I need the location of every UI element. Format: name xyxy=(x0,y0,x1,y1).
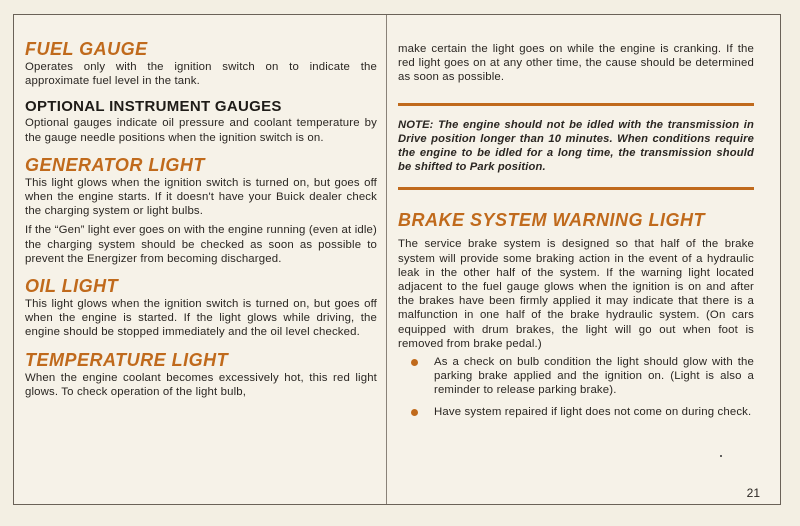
brake-bullet-list xyxy=(398,355,754,419)
brake-warning-heading: BRAKE SYSTEM WARNING LIGHT xyxy=(398,210,706,231)
note-text: NOTE: The engine should not be idled with the transmission in Drive position longer than 10 minutes. When conditions require the engine to be idled for a long time, the transmission should be shifted to Park position. xyxy=(398,118,754,174)
optional-gauges-text: Optional gauges indicate oil pressure and coolant temperature by the gauge needle positions when the ignition switch is on. xyxy=(25,117,377,144)
oil-light-heading: OIL LIGHT xyxy=(25,276,119,297)
generator-light-text-1: This light glows when the ignition switch is turned on, but goes off when the engine starts. If it doesn't have your Buick dealer check the charging system or light bulbs. xyxy=(25,176,377,218)
column-divider xyxy=(386,15,387,504)
temperature-light-continued: make certain the light goes on while the engine is cranking. If the red light goes on at any other time, the cause should be determined as soon as possible. xyxy=(398,43,754,84)
list-item xyxy=(398,405,754,419)
page-number: 21 xyxy=(746,486,760,500)
generator-light-heading: GENERATOR LIGHT xyxy=(25,154,205,175)
bullet-icon xyxy=(411,359,418,366)
temperature-light-heading: TEMPERATURE LIGHT xyxy=(25,349,229,370)
bullet-text: Have system repaired if light does not come on during check. xyxy=(434,405,752,418)
bullet-icon xyxy=(411,409,418,416)
print-speck xyxy=(720,455,722,457)
left-column xyxy=(25,39,377,399)
generator-light-text-2: If the “Gen” light ever goes on with the engine running (even at idle) the charging system should be checked as soon as possible to prevent the Energizer from becoming discharged. xyxy=(25,224,377,265)
optional-gauges-heading: OPTIONAL INSTRUMENT GAUGES xyxy=(25,98,282,116)
fuel-gauge-text: Operates only with the ignition switch on to indicate the approximate fuel level in the tank. xyxy=(25,61,377,88)
manual-page xyxy=(13,14,781,505)
fuel-gauge-heading: FUEL GAUGE xyxy=(25,39,148,59)
oil-light-text: This light glows when the ignition switch is turned on, but goes off when the engine is started. If the light glows while driving, the engine should be stopped immediately and the oil level checked. xyxy=(25,298,377,339)
brake-warning-text: The service brake system is designed so that half of the brake system will provide some braking action in the event of a hydraulic leak in the other half of the system. If the warning light located adjacent to the fuel gauge glows when the ignition is on and after the brakes have been firmly applied it may indicate that there is a malfunction in one half of the brake hydraulic system. (On cars equipped with drum brakes, the light will go out when foot is removed from brake pedal.) xyxy=(398,238,754,350)
bullet-text: As a check on bulb condition the light should glow with the parking brake applied and the ignition on. (Light is also a reminder to release parking brake). xyxy=(434,356,754,397)
list-item xyxy=(398,355,754,398)
right-column xyxy=(398,42,754,426)
temperature-light-text: When the engine coolant becomes excessively hot, this red light glows. To check operation of the light bulb, xyxy=(25,371,377,398)
